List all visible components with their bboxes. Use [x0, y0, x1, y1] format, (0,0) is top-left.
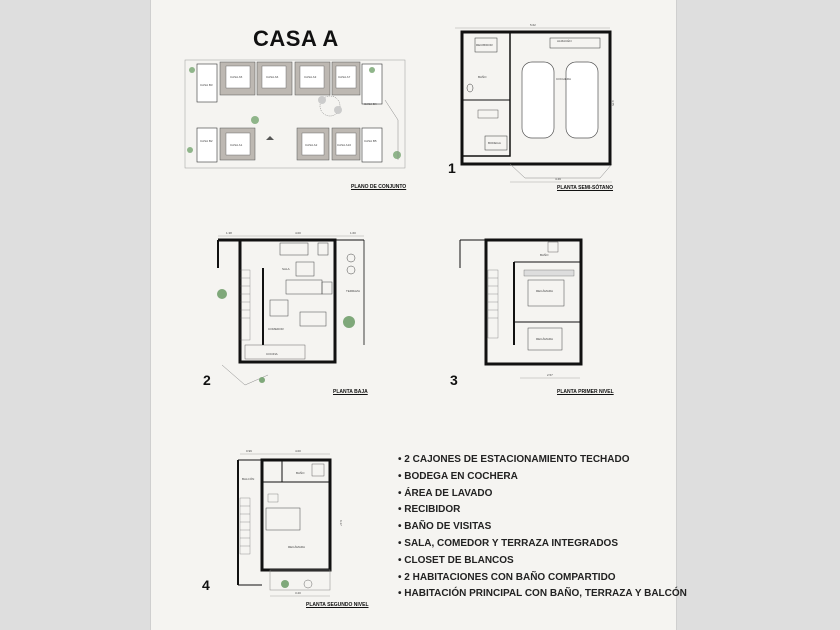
room-label-recamara-3: RECÁMARA	[288, 545, 306, 549]
plan-caption-1: PLANTA SEMI-SÓTANO	[557, 185, 614, 191]
site-unit-label-bottom-3: CASA A10	[337, 143, 352, 147]
svg-text:5.62: 5.62	[530, 23, 536, 27]
site-unit-label-right-2: CASA B5	[364, 139, 377, 143]
page-title: CASA A	[253, 26, 339, 51]
room-label-cocina: COCINA	[266, 352, 278, 356]
room-label-balcon: BALCÓN	[242, 477, 255, 481]
feature-item: • 2 HABITACIONES CON BAÑO COMPARTIDO	[398, 570, 687, 587]
room-label-recibidor: RECIBIDOR	[476, 43, 493, 47]
site-unit-label-top-4: CASA A7	[338, 75, 351, 79]
site-plan-caption: PLANO DE CONJUNTO	[351, 184, 407, 190]
svg-text:6.17: 6.17	[339, 520, 343, 526]
feature-item: • SALA, COMEDOR Y TERRAZA INTEGRADOS	[398, 536, 687, 553]
svg-text:4.00: 4.00	[295, 449, 301, 453]
features-list	[398, 452, 687, 603]
site-unit-label-left-1: CASA B3	[200, 83, 213, 87]
svg-text:0.99: 0.99	[246, 449, 252, 453]
svg-text:4.49: 4.49	[555, 177, 561, 181]
room-label-bano-2: BAÑO	[540, 253, 549, 257]
plan-caption-2: PLANTA BAJA	[333, 389, 368, 395]
room-label-almacen: ALMACÉN	[557, 39, 572, 43]
plan-number-1: 1	[448, 160, 456, 176]
room-label-terraza: TERRAZA	[346, 289, 361, 293]
room-label-recamara-1: RECÁMARA	[536, 289, 554, 293]
room-label-sala: SALA	[282, 267, 290, 271]
room-label-cochera: COCHERA	[556, 77, 572, 81]
feature-item: • BODEGA EN COCHERA	[398, 469, 687, 486]
plan-number-4: 4	[202, 577, 210, 593]
plan-number-3: 3	[450, 372, 458, 388]
site-unit-label-right-1: CASA B4	[364, 102, 377, 106]
site-unit-label-bottom-2: CASA A2	[305, 143, 318, 147]
site-unit-label-top-1: CASA A5	[230, 75, 243, 79]
svg-text:1.60: 1.60	[350, 231, 356, 235]
svg-text:1.38: 1.38	[226, 231, 232, 235]
room-label-bodega: BODEGA	[488, 141, 501, 145]
room-label-comedor: COMEDOR	[268, 327, 284, 331]
svg-text:3.20: 3.20	[295, 591, 301, 595]
plan-caption-4: PLANTA SEGUNDO NIVEL	[306, 602, 369, 608]
plan-caption-3: PLANTA PRIMER NIVEL	[557, 389, 614, 395]
site-unit-label-top-3: CASA A3	[304, 75, 317, 79]
room-label-bano-3: BAÑO	[296, 471, 305, 475]
feature-item: • RECIBIDOR	[398, 502, 687, 519]
feature-item: • HABITACIÓN PRINCIPAL CON BAÑO, TERRAZA Y BALCÓN	[398, 586, 687, 603]
site-unit-label-top-2: CASA A6	[266, 75, 279, 79]
room-label-bano: BAÑO	[478, 75, 487, 79]
feature-item: • ÁREA DE LAVADO	[398, 486, 687, 503]
feature-item: • 2 CAJONES DE ESTACIONAMIENTO TECHADO	[398, 452, 687, 469]
site-unit-label-left-2: CASA B2	[200, 139, 213, 143]
room-label-recamara-2: RECÁMARA	[536, 337, 554, 341]
svg-text:4.00: 4.00	[295, 231, 301, 235]
feature-item: • CLOSET DE BLANCOS	[398, 553, 687, 570]
plan-number-2: 2	[203, 372, 211, 388]
site-unit-label-bottom-1: CASA A1	[230, 143, 243, 147]
svg-text:4.75: 4.75	[611, 100, 615, 106]
svg-text:2.57: 2.57	[547, 373, 553, 377]
feature-item: • BAÑO DE VISITAS	[398, 519, 687, 536]
